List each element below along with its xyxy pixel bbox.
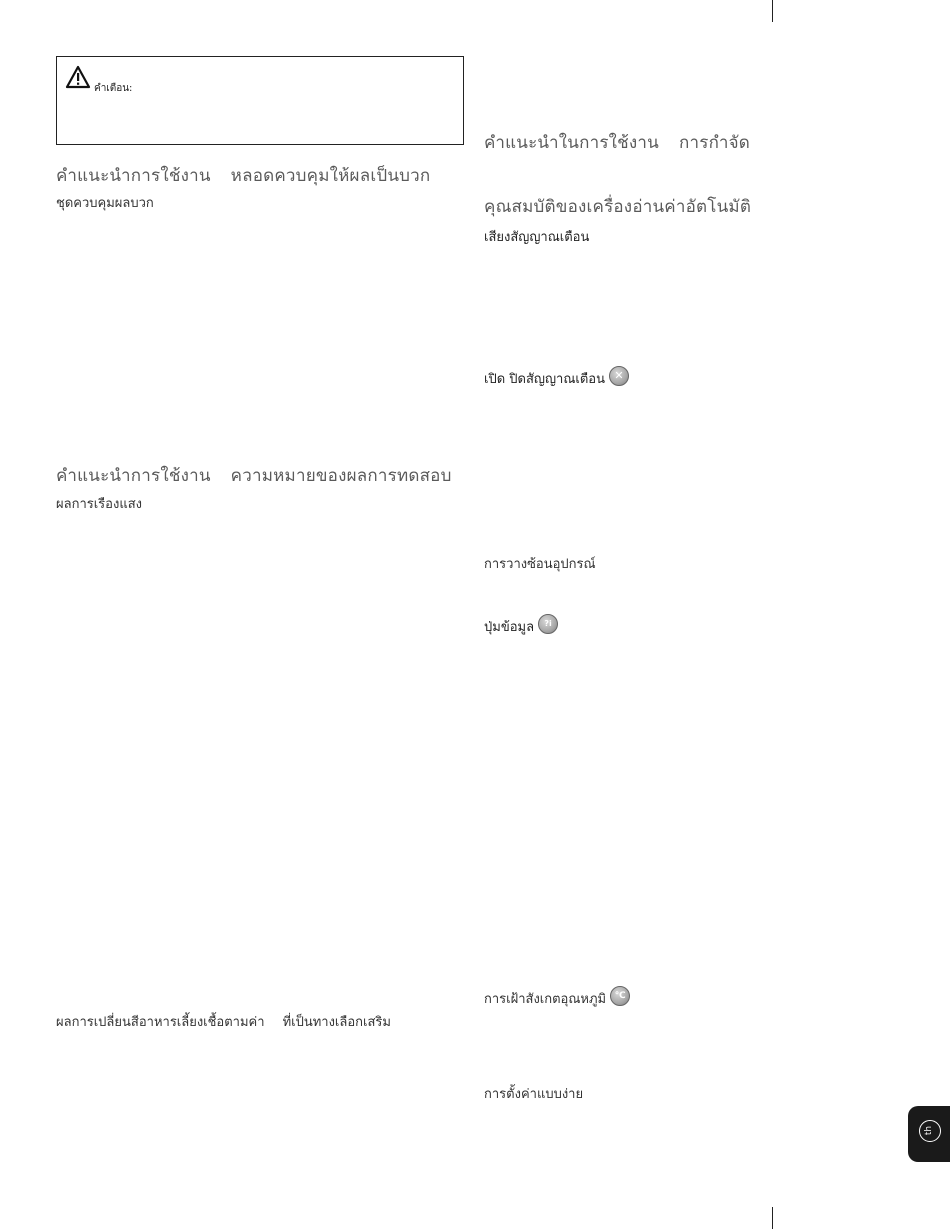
right-temperature-monitoring <box>484 988 630 1010</box>
right-heading-reader-features: คุณสมบัติของเครื่องอ่านค่าอัตโนมัติ <box>484 197 752 217</box>
right-alarm-toggle <box>484 368 629 390</box>
warning-triangle-icon <box>65 65 91 89</box>
right-easy-setup: การตั้งค่าแบบง่าย <box>484 1087 584 1102</box>
info-button-label: ปุ่มข้อมูล <box>484 620 535 635</box>
language-code: th <box>924 1125 935 1136</box>
info-icon: ?i <box>538 614 558 634</box>
crop-mark-bottom <box>772 1207 773 1229</box>
right-device-stacking: การวางซ้อนอุปกรณ์ <box>484 557 596 572</box>
left-heading-1-part1: คำแนะนำการใช้งาน <box>56 166 211 186</box>
left-heading-results <box>56 462 452 489</box>
warning-label: คำเตือน: <box>94 83 133 94</box>
warning-box <box>56 56 464 145</box>
left-sub-positive-control-kit: ชุดควบคุมผลบวก <box>56 196 154 211</box>
right-sub-alarm: เสียงสัญญาณเตือน <box>484 230 590 245</box>
left-heading-positive-control <box>56 162 430 189</box>
right-heading-1-part2: การกำจัด <box>679 133 751 153</box>
alarm-toggle-label: เปิด ปิดสัญญาณเตือน <box>484 372 605 387</box>
language-tab <box>908 1106 950 1162</box>
left-sub-fluorescence: ผลการเรืองแสง <box>56 497 142 512</box>
left-heading-1-part2: หลอดควบคุมให้ผลเป็นบวก <box>230 166 431 186</box>
language-th-icon <box>919 1120 941 1142</box>
left-heading-2-part1: คำแนะนำการใช้งาน <box>56 466 211 486</box>
left-bottom-part1: ผลการเปลี่ยนสีอาหารเลี้ยงเชื้อตามค่า <box>56 1015 265 1030</box>
left-bottom-part2: ที่เป็นทางเลือกเสริม <box>282 1015 391 1030</box>
right-info-button <box>484 616 558 638</box>
left-bottom-color-change <box>56 1011 391 1032</box>
crop-mark-top <box>772 0 773 22</box>
left-heading-2-part2: ความหมายของผลการทดสอบ <box>230 466 452 486</box>
thermometer-icon: ℃ <box>610 986 630 1006</box>
temperature-label: การเฝ้าสังเกตอุณหภูมิ <box>484 992 607 1007</box>
mute-alarm-icon: ✕ <box>609 366 629 386</box>
right-heading-1-part1: คำแนะนำในการใช้งาน <box>484 133 659 153</box>
right-heading-disposal <box>484 129 750 156</box>
